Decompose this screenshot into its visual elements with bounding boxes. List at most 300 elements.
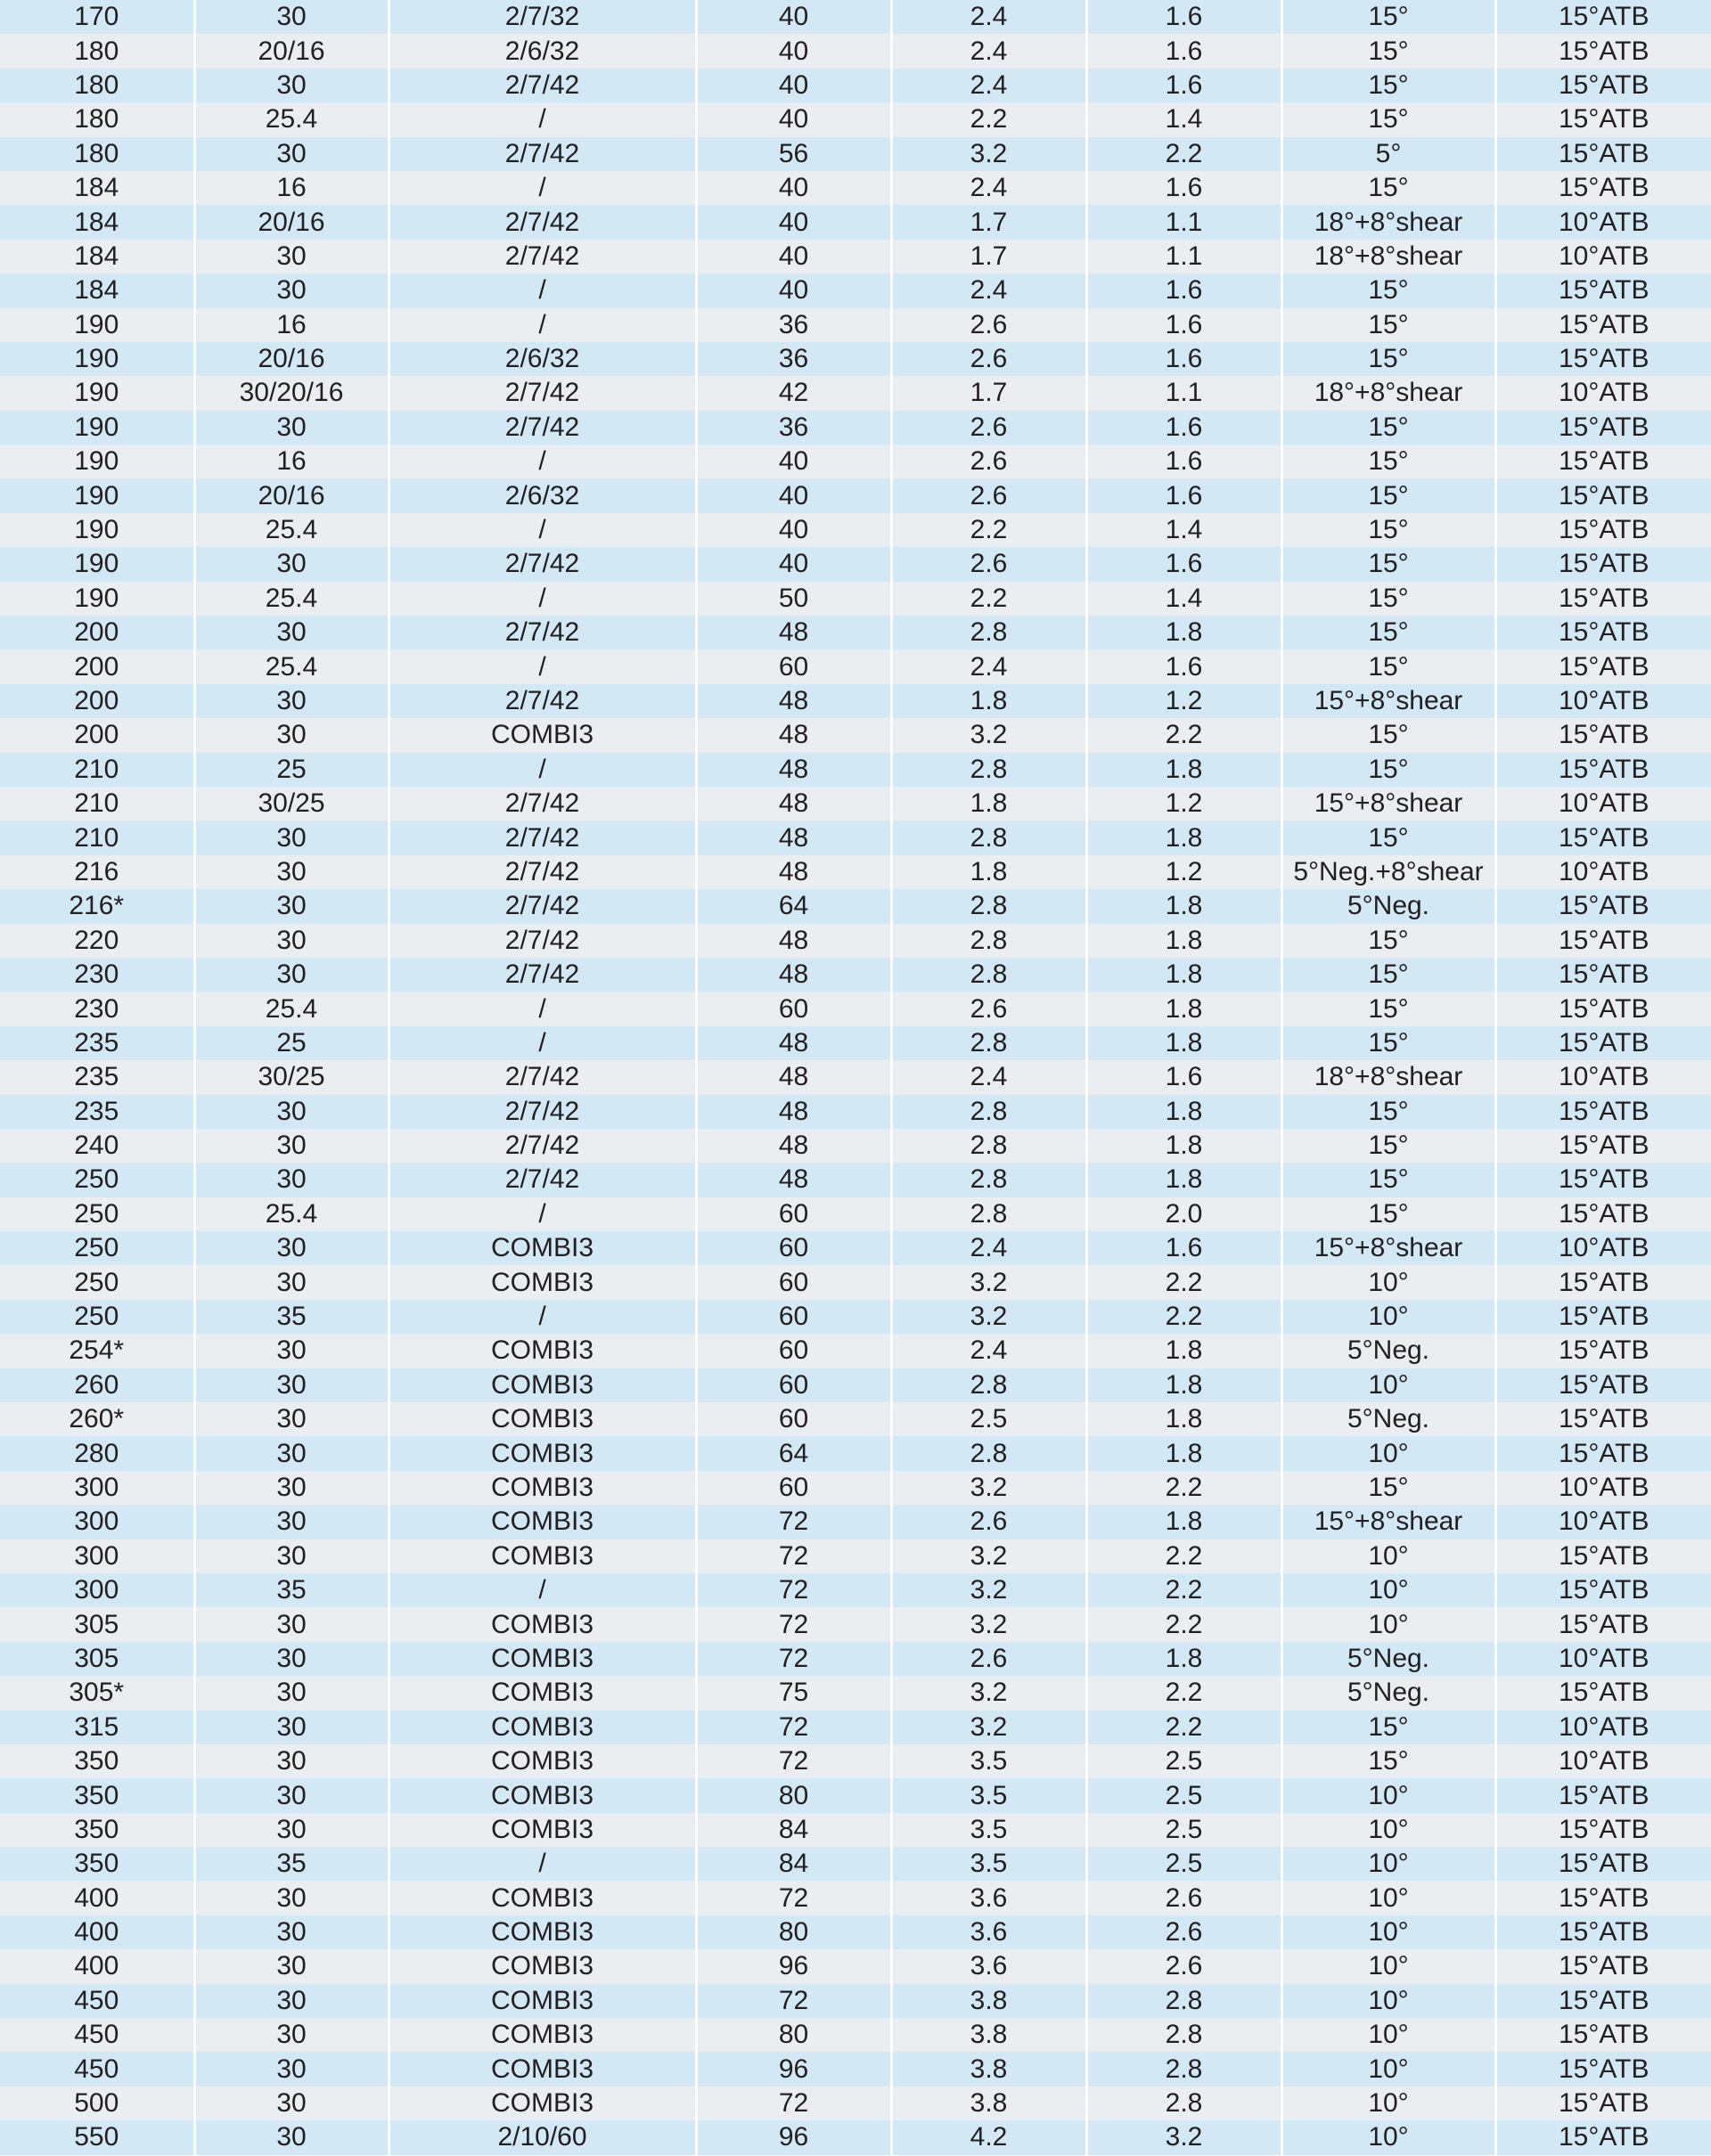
kerf-cell: 1.7 <box>891 205 1086 239</box>
hook-angle-cell: 15° <box>1281 718 1495 752</box>
diameter-cell: 190 <box>0 582 194 616</box>
diameter-cell: 550 <box>0 2120 194 2154</box>
diameter-cell: 250 <box>0 1163 194 1196</box>
table-row <box>0 1813 1711 1847</box>
bore-cell: 30 <box>194 1778 389 1812</box>
table-row <box>0 2087 1711 2120</box>
pinhole-cell: 2/7/42 <box>389 411 696 445</box>
plate-cell: 2.2 <box>1086 1300 1281 1334</box>
plate-cell: 1.4 <box>1086 513 1281 547</box>
pinhole-cell: COMBI3 <box>389 2018 696 2052</box>
kerf-cell: 3.6 <box>891 1881 1086 1915</box>
bore-cell: 16 <box>194 445 389 478</box>
plate-cell: 1.6 <box>1086 478 1281 512</box>
bore-cell: 30 <box>194 0 389 34</box>
bore-cell: 20/16 <box>194 205 389 239</box>
bore-cell: 30 <box>194 1163 389 1196</box>
plate-cell: 1.8 <box>1086 1368 1281 1402</box>
kerf-cell: 2.6 <box>891 1505 1086 1539</box>
teeth-cell: 40 <box>696 478 891 512</box>
kerf-cell: 2.8 <box>891 958 1086 992</box>
kerf-cell: 2.6 <box>891 308 1086 342</box>
teeth-cell: 60 <box>696 1471 891 1505</box>
tooth-grind-cell: 15°ATB <box>1495 992 1711 1025</box>
bore-cell: 30 <box>194 684 389 718</box>
bore-cell: 30 <box>194 274 389 307</box>
table-row <box>0 855 1711 889</box>
tooth-grind-cell: 10°ATB <box>1495 1505 1711 1539</box>
kerf-cell: 2.6 <box>891 1642 1086 1676</box>
table-row <box>0 1847 1711 1881</box>
plate-cell: 2.2 <box>1086 1711 1281 1744</box>
kerf-cell: 2.4 <box>891 34 1086 68</box>
pinhole-cell: / <box>389 992 696 1025</box>
plate-cell: 1.6 <box>1086 342 1281 376</box>
hook-angle-cell: 15°+8°shear <box>1281 1505 1495 1539</box>
tooth-grind-cell: 10°ATB <box>1495 684 1711 718</box>
diameter-cell: 210 <box>0 753 194 787</box>
plate-cell: 1.6 <box>1086 411 1281 445</box>
diameter-cell: 180 <box>0 69 194 102</box>
pinhole-cell: 2/7/42 <box>389 137 696 171</box>
teeth-cell: 48 <box>696 1129 891 1163</box>
kerf-cell: 3.5 <box>891 1847 1086 1881</box>
tooth-grind-cell: 15°ATB <box>1495 1436 1711 1470</box>
plate-cell: 2.0 <box>1086 1197 1281 1231</box>
teeth-cell: 72 <box>696 1711 891 1744</box>
plate-cell: 1.8 <box>1086 1436 1281 1470</box>
kerf-cell: 3.8 <box>891 2087 1086 2120</box>
plate-cell: 1.6 <box>1086 171 1281 205</box>
pinhole-cell: 2/7/42 <box>389 240 696 274</box>
hook-angle-cell: 5°Neg. <box>1281 1642 1495 1676</box>
kerf-cell: 3.2 <box>891 1300 1086 1334</box>
hook-angle-cell: 15° <box>1281 1471 1495 1505</box>
hook-angle-cell: 10° <box>1281 1300 1495 1334</box>
hook-angle-cell: 10° <box>1281 1813 1495 1847</box>
table-row <box>0 34 1711 68</box>
kerf-cell: 3.5 <box>891 1778 1086 1812</box>
diameter-cell: 350 <box>0 1813 194 1847</box>
bore-cell: 30 <box>194 958 389 992</box>
hook-angle-cell: 10° <box>1281 1881 1495 1915</box>
teeth-cell: 40 <box>696 69 891 102</box>
pinhole-cell: COMBI3 <box>389 1778 696 1812</box>
plate-cell: 1.8 <box>1086 1402 1281 1436</box>
diameter-cell: 254* <box>0 1334 194 1368</box>
hook-angle-cell: 15° <box>1281 753 1495 787</box>
diameter-cell: 216* <box>0 889 194 923</box>
plate-cell: 1.8 <box>1086 1129 1281 1163</box>
hook-angle-cell: 15° <box>1281 342 1495 376</box>
pinhole-cell: COMBI3 <box>389 1505 696 1539</box>
bore-cell: 30 <box>194 2052 389 2086</box>
pinhole-cell: 2/7/42 <box>389 1095 696 1129</box>
kerf-cell: 2.8 <box>891 1163 1086 1196</box>
table-row <box>0 445 1711 478</box>
table-row <box>0 1300 1711 1334</box>
diameter-cell: 500 <box>0 2087 194 2120</box>
plate-cell: 2.6 <box>1086 1915 1281 1949</box>
kerf-cell: 3.2 <box>891 1607 1086 1641</box>
tooth-grind-cell: 15°ATB <box>1495 1915 1711 1949</box>
diameter-cell: 400 <box>0 1949 194 1983</box>
hook-angle-cell: 18°+8°shear <box>1281 376 1495 410</box>
kerf-cell: 2.2 <box>891 102 1086 136</box>
bore-cell: 30 <box>194 1642 389 1676</box>
plate-cell: 1.6 <box>1086 34 1281 68</box>
kerf-cell: 2.8 <box>891 1368 1086 1402</box>
plate-cell: 1.8 <box>1086 1642 1281 1676</box>
teeth-cell: 48 <box>696 1163 891 1196</box>
tooth-grind-cell: 15°ATB <box>1495 445 1711 478</box>
teeth-cell: 72 <box>696 1984 891 2018</box>
hook-angle-cell: 10° <box>1281 1436 1495 1470</box>
table-row <box>0 684 1711 718</box>
pinhole-cell: COMBI3 <box>389 2052 696 2086</box>
plate-cell: 1.2 <box>1086 855 1281 889</box>
pinhole-cell: 2/7/42 <box>389 958 696 992</box>
bore-cell: 30 <box>194 1334 389 1368</box>
tooth-grind-cell: 15°ATB <box>1495 137 1711 171</box>
kerf-cell: 3.2 <box>891 1676 1086 1710</box>
teeth-cell: 72 <box>696 1744 891 1778</box>
hook-angle-cell: 15° <box>1281 308 1495 342</box>
tooth-grind-cell: 15°ATB <box>1495 513 1711 547</box>
table-row <box>0 2120 1711 2154</box>
plate-cell: 2.5 <box>1086 1847 1281 1881</box>
tooth-grind-cell: 15°ATB <box>1495 69 1711 102</box>
table-row <box>0 1231 1711 1265</box>
pinhole-cell: COMBI3 <box>389 1368 696 1402</box>
hook-angle-cell: 10° <box>1281 1573 1495 1607</box>
pinhole-cell: 2/7/42 <box>389 855 696 889</box>
kerf-cell: 3.2 <box>891 718 1086 752</box>
table-row <box>0 1197 1711 1231</box>
diameter-cell: 350 <box>0 1847 194 1881</box>
table-row <box>0 240 1711 274</box>
kerf-cell: 3.2 <box>891 137 1086 171</box>
kerf-cell: 1.8 <box>891 684 1086 718</box>
table-row <box>0 1471 1711 1505</box>
pinhole-cell: 2/7/42 <box>389 787 696 821</box>
pinhole-cell: COMBI3 <box>389 1813 696 1847</box>
diameter-cell: 300 <box>0 1573 194 1607</box>
tooth-grind-cell: 15°ATB <box>1495 1813 1711 1847</box>
plate-cell: 2.2 <box>1086 1607 1281 1641</box>
table-row <box>0 376 1711 410</box>
kerf-cell: 2.8 <box>891 924 1086 958</box>
pinhole-cell: COMBI3 <box>389 1436 696 1470</box>
teeth-cell: 48 <box>696 958 891 992</box>
teeth-cell: 96 <box>696 2120 891 2154</box>
kerf-cell: 1.7 <box>891 376 1086 410</box>
hook-angle-cell: 15° <box>1281 274 1495 307</box>
kerf-cell: 2.6 <box>891 547 1086 581</box>
kerf-cell: 3.2 <box>891 1711 1086 1744</box>
teeth-cell: 84 <box>696 1847 891 1881</box>
tooth-grind-cell: 15°ATB <box>1495 2018 1711 2052</box>
teeth-cell: 60 <box>696 1368 891 1402</box>
bore-cell: 30 <box>194 1984 389 2018</box>
tooth-grind-cell: 10°ATB <box>1495 1471 1711 1505</box>
hook-angle-cell: 15° <box>1281 69 1495 102</box>
hook-angle-cell: 5°Neg.+8°shear <box>1281 855 1495 889</box>
table-row <box>0 582 1711 616</box>
plate-cell: 1.6 <box>1086 1231 1281 1265</box>
diameter-cell: 184 <box>0 205 194 239</box>
bore-cell: 20/16 <box>194 478 389 512</box>
teeth-cell: 48 <box>696 753 891 787</box>
table-row <box>0 274 1711 307</box>
plate-cell: 2.5 <box>1086 1778 1281 1812</box>
bore-cell: 30 <box>194 924 389 958</box>
table-row <box>0 889 1711 923</box>
hook-angle-cell: 15° <box>1281 958 1495 992</box>
tooth-grind-cell: 10°ATB <box>1495 1231 1711 1265</box>
bore-cell: 30 <box>194 69 389 102</box>
bore-cell: 30 <box>194 889 389 923</box>
hook-angle-cell: 18°+8°shear <box>1281 205 1495 239</box>
diameter-cell: 305 <box>0 1607 194 1641</box>
diameter-cell: 170 <box>0 0 194 34</box>
table-row <box>0 478 1711 512</box>
bore-cell: 30 <box>194 718 389 752</box>
pinhole-cell: COMBI3 <box>389 1676 696 1710</box>
teeth-cell: 60 <box>696 1231 891 1265</box>
plate-cell: 1.8 <box>1086 992 1281 1025</box>
hook-angle-cell: 15° <box>1281 1744 1495 1778</box>
tooth-grind-cell: 15°ATB <box>1495 2052 1711 2086</box>
bore-cell: 30 <box>194 1949 389 1983</box>
diameter-cell: 305* <box>0 1676 194 1710</box>
hook-angle-cell: 15° <box>1281 171 1495 205</box>
table-row <box>0 1539 1711 1573</box>
teeth-cell: 60 <box>696 1334 891 1368</box>
tooth-grind-cell: 15°ATB <box>1495 1300 1711 1334</box>
diameter-cell: 235 <box>0 1060 194 1094</box>
kerf-cell: 2.8 <box>891 616 1086 649</box>
hook-angle-cell: 10° <box>1281 1368 1495 1402</box>
teeth-cell: 72 <box>696 1505 891 1539</box>
hook-angle-cell: 10° <box>1281 2120 1495 2154</box>
kerf-cell: 3.6 <box>891 1949 1086 1983</box>
hook-angle-cell: 15° <box>1281 649 1495 683</box>
teeth-cell: 40 <box>696 274 891 307</box>
table-row <box>0 2052 1711 2086</box>
plate-cell: 3.2 <box>1086 2120 1281 2154</box>
diameter-cell: 190 <box>0 513 194 547</box>
pinhole-cell: 2/7/42 <box>389 205 696 239</box>
hook-angle-cell: 10° <box>1281 1778 1495 1812</box>
pinhole-cell: 2/7/42 <box>389 376 696 410</box>
hook-angle-cell: 15° <box>1281 411 1495 445</box>
bore-cell: 30 <box>194 2120 389 2154</box>
plate-cell: 2.8 <box>1086 2052 1281 2086</box>
pinhole-cell: 2/7/42 <box>389 1060 696 1094</box>
teeth-cell: 48 <box>696 718 891 752</box>
table-row <box>0 924 1711 958</box>
plate-cell: 1.8 <box>1086 821 1281 854</box>
table-row <box>0 616 1711 649</box>
hook-angle-cell: 18°+8°shear <box>1281 1060 1495 1094</box>
table-row <box>0 0 1711 34</box>
bore-cell: 25.4 <box>194 513 389 547</box>
table-row <box>0 1676 1711 1710</box>
table-row <box>0 1711 1711 1744</box>
hook-angle-cell: 10° <box>1281 1915 1495 1949</box>
teeth-cell: 60 <box>696 1197 891 1231</box>
teeth-cell: 96 <box>696 1949 891 1983</box>
plate-cell: 2.2 <box>1086 1265 1281 1299</box>
table-row <box>0 821 1711 854</box>
diameter-cell: 230 <box>0 958 194 992</box>
diameter-cell: 190 <box>0 547 194 581</box>
hook-angle-cell: 15° <box>1281 1026 1495 1060</box>
kerf-cell: 3.5 <box>891 1744 1086 1778</box>
pinhole-cell: COMBI3 <box>389 1642 696 1676</box>
kerf-cell: 3.2 <box>891 1471 1086 1505</box>
bore-cell: 30 <box>194 1915 389 1949</box>
diameter-cell: 190 <box>0 342 194 376</box>
hook-angle-cell: 10° <box>1281 1539 1495 1573</box>
diameter-cell: 300 <box>0 1505 194 1539</box>
plate-cell: 2.2 <box>1086 718 1281 752</box>
bore-cell: 20/16 <box>194 34 389 68</box>
table-row <box>0 1026 1711 1060</box>
kerf-cell: 2.6 <box>891 411 1086 445</box>
teeth-cell: 80 <box>696 1915 891 1949</box>
kerf-cell: 3.6 <box>891 1915 1086 1949</box>
plate-cell: 1.4 <box>1086 582 1281 616</box>
table-row <box>0 102 1711 136</box>
bore-cell: 30 <box>194 2018 389 2052</box>
pinhole-cell: / <box>389 1300 696 1334</box>
plate-cell: 2.5 <box>1086 1813 1281 1847</box>
hook-angle-cell: 10° <box>1281 1984 1495 2018</box>
teeth-cell: 60 <box>696 1300 891 1334</box>
table-row <box>0 547 1711 581</box>
teeth-cell: 60 <box>696 992 891 1025</box>
teeth-cell: 72 <box>696 1642 891 1676</box>
plate-cell: 1.8 <box>1086 1163 1281 1196</box>
plate-cell: 1.6 <box>1086 308 1281 342</box>
kerf-cell: 2.4 <box>891 1060 1086 1094</box>
pinhole-cell: 2/7/42 <box>389 616 696 649</box>
pinhole-cell: COMBI3 <box>389 1881 696 1915</box>
hook-angle-cell: 5°Neg. <box>1281 1676 1495 1710</box>
bore-cell: 30 <box>194 1676 389 1710</box>
bore-cell: 30 <box>194 1881 389 1915</box>
teeth-cell: 60 <box>696 649 891 683</box>
diameter-cell: 200 <box>0 718 194 752</box>
tooth-grind-cell: 15°ATB <box>1495 718 1711 752</box>
tooth-grind-cell: 10°ATB <box>1495 1711 1711 1744</box>
kerf-cell: 2.4 <box>891 171 1086 205</box>
hook-angle-cell: 10° <box>1281 2052 1495 2086</box>
table-row <box>0 1607 1711 1641</box>
plate-cell: 2.8 <box>1086 2018 1281 2052</box>
diameter-cell: 305 <box>0 1642 194 1676</box>
kerf-cell: 2.8 <box>891 1197 1086 1231</box>
teeth-cell: 36 <box>696 411 891 445</box>
table-row <box>0 1129 1711 1163</box>
teeth-cell: 40 <box>696 240 891 274</box>
tooth-grind-cell: 15°ATB <box>1495 411 1711 445</box>
tooth-grind-cell: 15°ATB <box>1495 171 1711 205</box>
teeth-cell: 40 <box>696 205 891 239</box>
table-row <box>0 205 1711 239</box>
bore-cell: 30 <box>194 1231 389 1265</box>
table-row <box>0 1744 1711 1778</box>
kerf-cell: 4.2 <box>891 2120 1086 2154</box>
diameter-cell: 240 <box>0 1129 194 1163</box>
tooth-grind-cell: 15°ATB <box>1495 1881 1711 1915</box>
tooth-grind-cell: 15°ATB <box>1495 1539 1711 1573</box>
bore-cell: 25 <box>194 1026 389 1060</box>
kerf-cell: 2.8 <box>891 1095 1086 1129</box>
teeth-cell: 40 <box>696 0 891 34</box>
bore-cell: 30 <box>194 1368 389 1402</box>
diameter-cell: 260* <box>0 1402 194 1436</box>
diameter-cell: 180 <box>0 34 194 68</box>
table-row <box>0 1984 1711 2018</box>
hook-angle-cell: 10° <box>1281 1847 1495 1881</box>
tooth-grind-cell: 15°ATB <box>1495 1265 1711 1299</box>
teeth-cell: 72 <box>696 1573 891 1607</box>
kerf-cell: 2.8 <box>891 1436 1086 1470</box>
plate-cell: 1.8 <box>1086 889 1281 923</box>
table-row <box>0 718 1711 752</box>
tooth-grind-cell: 15°ATB <box>1495 1368 1711 1402</box>
pinhole-cell: COMBI3 <box>389 1402 696 1436</box>
teeth-cell: 48 <box>696 684 891 718</box>
bore-cell: 30 <box>194 1607 389 1641</box>
diameter-cell: 315 <box>0 1711 194 1744</box>
diameter-cell: 300 <box>0 1471 194 1505</box>
diameter-cell: 180 <box>0 137 194 171</box>
bore-cell: 30 <box>194 1539 389 1573</box>
teeth-cell: 48 <box>696 924 891 958</box>
pinhole-cell: 2/7/42 <box>389 1129 696 1163</box>
table-row <box>0 411 1711 445</box>
bore-cell: 30 <box>194 1402 389 1436</box>
teeth-cell: 48 <box>696 1026 891 1060</box>
tooth-grind-cell: 15°ATB <box>1495 616 1711 649</box>
diameter-cell: 220 <box>0 924 194 958</box>
table-row <box>0 1573 1711 1607</box>
tooth-grind-cell: 15°ATB <box>1495 1676 1711 1710</box>
diameter-cell: 400 <box>0 1915 194 1949</box>
plate-cell: 1.4 <box>1086 102 1281 136</box>
teeth-cell: 36 <box>696 342 891 376</box>
kerf-cell: 3.2 <box>891 1573 1086 1607</box>
kerf-cell: 3.8 <box>891 1984 1086 2018</box>
plate-cell: 1.2 <box>1086 684 1281 718</box>
pinhole-cell: / <box>389 513 696 547</box>
pinhole-cell: 2/6/32 <box>389 478 696 512</box>
hook-angle-cell: 15° <box>1281 1163 1495 1196</box>
teeth-cell: 48 <box>696 1095 891 1129</box>
kerf-cell: 2.8 <box>891 1129 1086 1163</box>
kerf-cell: 2.8 <box>891 821 1086 854</box>
table-row <box>0 137 1711 171</box>
plate-cell: 1.6 <box>1086 445 1281 478</box>
hook-angle-cell: 15° <box>1281 513 1495 547</box>
hook-angle-cell: 15° <box>1281 34 1495 68</box>
kerf-cell: 2.8 <box>891 753 1086 787</box>
bore-cell: 30/25 <box>194 1060 389 1094</box>
